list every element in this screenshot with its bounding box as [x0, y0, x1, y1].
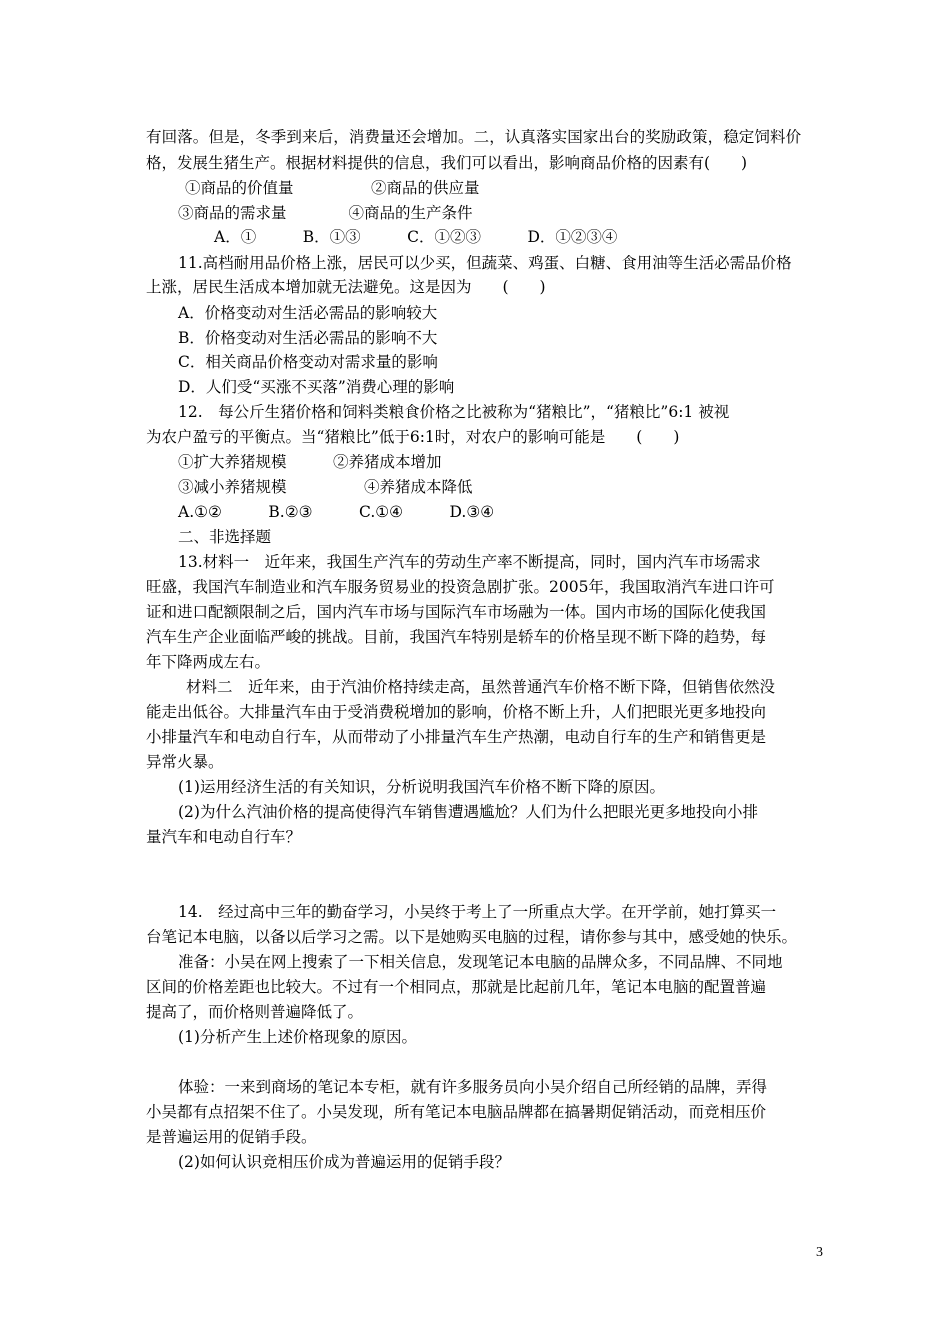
- text-line: 台笔记本电脑，以备以后学习之需。以下是她购买电脑的过程，请你参与其中，感受她的快乐。: [146, 928, 798, 946]
- sub-question: (1)运用经济生活的有关知识，分析说明我国汽车价格不断下降的原因。: [178, 778, 665, 796]
- material-two: 材料二 近年来，由于汽油价格持续走高，虽然普通汽车价格不断下降，但销售依然没: [186, 678, 776, 696]
- option-line: ①商品的价值量 ②商品的供应量: [185, 179, 480, 197]
- answer-choices: A．① B．①③ C．①②③ D．①②③④: [214, 228, 618, 246]
- question-13: 13.材料一 近年来，我国生产汽车的劳动生产率不断提高，同时，国内汽车市场需求: [178, 553, 761, 571]
- option-line: ③商品的需求量 ④商品的生产条件: [178, 204, 473, 222]
- text-line: 格，发展生猪生产。根据材料提供的信息，我们可以看出，影响商品价格的因素有( ): [146, 154, 748, 172]
- text-line: 区间的价格差距也比较大。不过有一个相同点，那就是比起前几年，笔记本电脑的配置普遍: [146, 978, 767, 996]
- text-line: 有回落。但是，冬季到来后，消费量还会增加。二，认真落实国家出台的奖励政策，稳定饲料价: [146, 128, 802, 146]
- choice-c: C．相关商品价格变动对需求量的影响: [178, 353, 438, 371]
- text-line: 能走出低谷。大排量汽车由于受消费税增加的影响，价格不断上升，人们把眼光更多地投向: [146, 703, 767, 721]
- text-line: 提高了，而价格则普遍降低了。: [146, 1003, 364, 1021]
- text-line: 准备：小吴在网上搜索了一下相关信息，发现笔记本电脑的品牌众多，不同品牌、不同地: [178, 953, 783, 971]
- text-line: 上涨，居民生活成本增加就无法避免。这是因为 ( ): [146, 278, 546, 296]
- option-line: ③减小养猪规模 ④养猪成本降低: [178, 478, 473, 496]
- text-line: 异常火暴。: [146, 753, 224, 771]
- sub-question: (1)分析产生上述价格现象的原因。: [178, 1028, 417, 1046]
- text-line: 体验：一来到商场的笔记本专柜，就有许多服务员向小吴介绍自己所经销的品牌，弄得: [178, 1078, 768, 1096]
- page-number: 3: [816, 1245, 823, 1260]
- section-heading: 二、非选择题: [178, 528, 272, 546]
- text-line: 证和进口配额限制之后，国内汽车市场与国际汽车市场融为一体。国内市场的国际化使我国: [146, 603, 767, 621]
- text-line: 小排量汽车和电动自行车，从而带动了小排量汽车生产热潮，电动自行车的生产和销售更是: [146, 728, 767, 746]
- text-line: 年下降两成左右。: [146, 653, 271, 671]
- option-line: ①扩大养猪规模 ②养猪成本增加: [178, 453, 442, 471]
- answer-choices: A.①② B.②③ C.①④ D.③④: [178, 503, 495, 521]
- choice-a: A．价格变动对生活必需品的影响较大: [178, 304, 438, 322]
- sub-question: (2)如何认识竞相压价成为普遍运用的促销手段？: [178, 1153, 510, 1171]
- text-line: 量汽车和电动自行车？: [146, 828, 302, 846]
- question-11: 11.高档耐用品价格上涨，居民可以少买，但蔬菜、鸡蛋、白糖、食用油等生活必需品价格: [178, 254, 792, 272]
- text-line: 旺盛，我国汽车制造业和汽车服务贸易业的投资急剧扩张。2005年，我国取消汽车进口许可: [146, 578, 775, 596]
- question-12: 12. 每公斤生猪价格和饲料类粮食价格之比被称为“猪粮比”，“猪粮比”6:1 被视: [178, 403, 730, 421]
- text-line: 为农户盈亏的平衡点。当“猪粮比”低于6:1时，对农户的影响可能是 ( ): [146, 428, 680, 446]
- sub-question: (2)为什么汽油价格的提高使得汽车销售遭遇尴尬？人们为什么把眼光更多地投向小排: [178, 803, 758, 821]
- text-line: 小吴都有点招架不住了。小吴发现，所有笔记本电脑品牌都在搞暑期促销活动，而竞相压价: [146, 1103, 767, 1121]
- text-line: 汽车生产企业面临严峻的挑战。目前，我国汽车特别是轿车的价格呈现不断下降的趋势，每: [146, 628, 767, 646]
- question-14: 14. 经过高中三年的勤奋学习，小吴终于考上了一所重点大学。在开学前，她打算买一: [178, 903, 777, 921]
- choice-b: B．价格变动对生活必需品的影响不大: [178, 329, 438, 347]
- text-line: 是普遍运用的促销手段。: [146, 1128, 317, 1146]
- choice-d: D．人们受“买涨不买落”消费心理的影响: [178, 378, 455, 396]
